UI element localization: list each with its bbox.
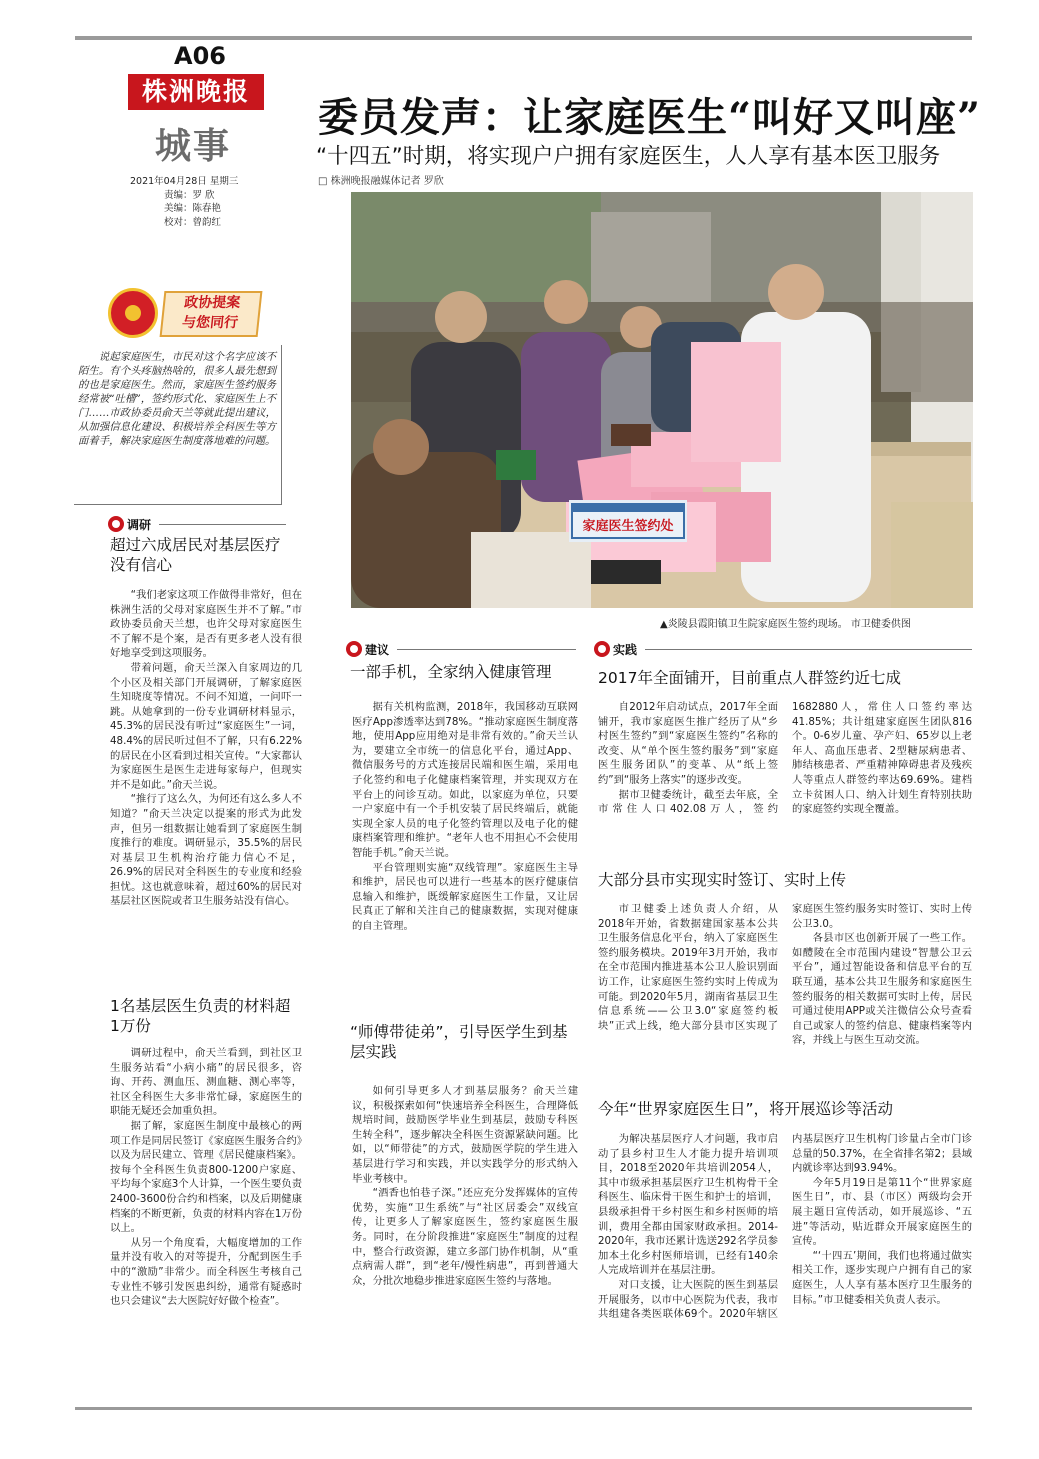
- col2-body-2: [352, 1084, 578, 1288]
- paragraph: 自2012年启动试点，2017年全面铺开，我市家庭医生推广经历了从“乡村医生签约”到“家庭医生签约”名称的改变、从“单个医生签约服务”到“家庭医生服务团队”的变革、从“纸上签约”到“服务上落实”的逐步改变。: [598, 701, 778, 786]
- designer-credit: 美编：陈春艳: [164, 203, 222, 214]
- col2-heading-2: “师傅带徒弟”，引导医学生到基层实践: [350, 1023, 568, 1061]
- col3-body-3: [598, 1132, 972, 1402]
- col2-heading-1: 一部手机，全家纳入健康管理: [350, 663, 552, 681]
- byline: □ 株洲晚报融媒体记者 罗欣: [318, 176, 444, 187]
- paragraph: 如何引导更多人才到基层服务？俞天兰建议，积极探索如何“快速培养全科医生，合理降低规培时间，鼓励医学毕业生到基层，鼓励专科医生转全科”，逐步解决全科医生资源紧缺问题。比如，以“师带徒”的方式，鼓励医学院的学生进入基层进行学习和实践，并以实践学分的形式纳入毕业考核中。: [352, 1085, 578, 1185]
- paragraph: “我们老家这项工作做得非常好，但在株洲生活的父母对家庭医生并不了解。”市政协委员俞天兰想，也许父母对家庭医生不了解不是个案，是否有更多老人没有很好地享受到这项服务。: [110, 589, 302, 660]
- tag-bullet-icon: [346, 641, 362, 657]
- paragraph: 对口支援，让大医院的医生到基层开展服务，以市中心医院为代表，我市共组建各类医联体69个。2020年辖区内基层医疗卫生机构门诊量占全市门诊总量的50.37%，在全省排名第2；县域内就诊率达到93.94%。: [598, 1133, 972, 1321]
- col1-body-2: [110, 1046, 302, 1309]
- tag-bullet-icon: [108, 516, 124, 532]
- cppcc-badge: [108, 288, 258, 340]
- paragraph: “酒香也怕巷子深。”还应充分发挥媒体的宣传优势，实施“卫生系统”与“社区居委会”双线宣传，让更多人了解家庭医生，签约家庭医生服务。同时，在分阶段推进“家庭医生”制度的过程中，整合行政资源，建立多部门协作机制，从“重点病需人群”，到“老年/慢性病患”，再到普通大众，分批次地稳步推进家庭医生签约与落地。: [352, 1187, 578, 1287]
- paragraph: 为解决基层医疗人才问题，我市启动了县乡村卫生人才能力提升培训项目，2018至2020年共培训2054人，其中市级承担基层医疗卫生机构骨干全科医生、临床骨干医生和护士的培训，县级承担骨干乡村医生和乡村医师的培训，费用全都由国家财政承担。2014-2020年，我市还累计选送292名学员参加本土化乡村医师培训，已经有140余人完成培训并在基层注册。: [598, 1133, 778, 1277]
- cppcc-emblem-icon: [108, 288, 158, 338]
- tag-divider: [397, 649, 576, 650]
- top-rule: [75, 36, 972, 40]
- col1-body-1: [110, 588, 302, 909]
- photo-caption: ▲炎陵县霞阳镇卫生院家庭医生签约现场。 市卫健委供图: [660, 619, 911, 630]
- paragraph: “推行了这么久，为何还有这么多人不知道？”俞天兰决定以提案的形式为此发声，但另一组数据让她看到了家庭医生制度推行的难度。调研显示，35.5%的居民对基层卫生机构治疗能力信心不足，26.9%的居民对全科医生的专业度和经验担忧。这也就意味着，超过60%的居民对基层社区医院或者卫生服务站没有信心。: [110, 793, 302, 908]
- tag-label: 调研: [127, 517, 152, 532]
- photo-illustration: [351, 192, 973, 608]
- tag-label: 建议: [365, 642, 390, 657]
- paragraph: 今年5月19日是第11个“世界家庭医生日”，市、县（市区）两级均会开展主题日宣传活动，如开展巡诊、“五进”等活动，贴近群众开展家庭医生的宣传。: [792, 1176, 972, 1248]
- photo-banner-text: 家庭医生签约处: [582, 519, 674, 534]
- tag-bullet-icon: [594, 641, 610, 657]
- paragraph: 从另一个角度看，大幅度增加的工作量并没有收入的对等提升，分配到医生手中的“激励”非常少。而全科医生考核自己专业性不够引发医患纠纷，通常有疑惑时也只会建议“去大医院好好做个检查”。: [110, 1236, 302, 1308]
- section-tag-suggestion: [346, 640, 576, 658]
- paragraph: “‘十四五’期间，我们也将通过做实相关工作，逐步实现户户拥有自己的家庭医生，人人享有基本医疗卫生服务的目标。”市卫健委相关负责人表示。: [792, 1249, 972, 1306]
- paragraph: 各县市区也创新开展了一些工作。如醴陵在全市范围内建设“智慧公卫云平台”，通过智能设备和信息平台的互联互通，基本公共卫生服务和家庭医生签约服务的相关数据可实时上传，居民可通过使用APP或关注微信公众号查看自己或家人的签约信息、健康档案等内容，并线上与医生互动交流。: [792, 932, 972, 1047]
- col3-body-2: [598, 902, 972, 1087]
- bottom-rule: [75, 1407, 972, 1410]
- col3-body-1: [598, 700, 972, 860]
- col1-heading-1: 超过六成居民对基层医疗没有信心: [110, 536, 281, 574]
- paragraph: 市卫健委上述负责人介绍，从2018年开始，省数据建国家基本公共卫生服务信息化平台，纳入了家庭医生签约服务模块。2019年3月开始，我市在全市范围内推进基本公卫人脸识别面访工作，让家庭医生签约实时上传成为可能。到2020年5月，湖南省基层卫生信息系统——公卫3.0“家庭签约板块”正式上线，绝大部分县市区实现了家庭医生签约服务实时签订、实时上传公卫3.0。: [598, 903, 972, 1032]
- paragraph: 据市卫健委统计，截至去年底，全市常住人口402.08万人，签约1682880人，常住人口签约率达41.85%；共计组建家庭医生团队816个。0-6岁儿童、孕产妇、65岁以上老年人、高血压患者、2型糖尿病患者、肺结核患者、严重精神障碍患者及残疾人等重点人群签约率达69.69%。建档立卡贫困人口、纳入计划生育特别扶助的家庭签约实现全覆盖。: [598, 701, 972, 816]
- editor-credit: 责编：罗 欣: [164, 189, 215, 201]
- col3-heading-2: 大部分县市实现实时签订、实时上传: [598, 871, 847, 889]
- headline: 委员发声：让家庭医生“叫好又叫座”: [318, 94, 982, 141]
- subheadline: “十四五”时期，将实现户户拥有家庭医生，人人享有基本医卫服务: [316, 144, 941, 169]
- tag-divider: [645, 649, 972, 650]
- col3-heading-1: 2017年全面铺开，目前重点人群签约近七成: [598, 669, 901, 687]
- paragraph: 据有关机构监测，2018年，我国移动互联网医疗App渗透率达到78%。“推动家庭医生制度落地，使用App应用绝对是非常有效的。”俞天兰认为，要建立全市统一的信息化平台，通过App、微信服务号的方式连接居民端和医生端，采用电子化签约和电子化健康档案管理，并实现双方在平台上的问诊互动。如此，以家庭为单位，只要一户家庭中有一个手机安装了居民终端后，就能实现全家人员的电子化签约管理以及电子化的健康档案管理和维护。“老年人也不用担心不会使用智能手机。”俞天兰说。: [352, 701, 578, 859]
- paragraph: 平台管理则实施“双线管理”。家庭医生主导和维护，居民也可以进行一些基本的医疗健康信息输入和维护，既缓解家庭医生工作量，又让居民真正了解和关注自己的健康数据，实现对健康的自主管理。: [352, 861, 578, 932]
- col1-heading-2: 1名基层医生负责的材料超1万份: [110, 997, 291, 1035]
- tag-divider: [159, 524, 286, 525]
- news-photo: [351, 192, 973, 608]
- badge-label: 政协提案 与您同行: [160, 291, 263, 337]
- paragraph: 调研过程中，俞天兰看到，到社区卫生服务站看“小病小痛”的居民很多，咨询、开药、测血压、测血糖、测心率等，社区全科医生大多非常忙碌，家庭医生的职能无疑还会加重负担。: [110, 1047, 302, 1118]
- tag-label: 实践: [613, 642, 638, 657]
- col3-heading-3: 今年“世界家庭医生日”，将开展巡诊等活动: [598, 1100, 894, 1118]
- intro-text: 说起家庭医生，市民对这个名字应该不陌生。有个头疼脑热啥的，很多人最先想到的也是家庭医生。然而，家庭医生签约服务经常被“吐槽”，签约形式化、家庭医生上不门……市政协委员俞天兰等就此提出建议，从加强信息化建设、积极培养全科医生等方面着手，解决家庭医生制度落地难的问题。: [78, 351, 276, 447]
- section-tag-practice: [594, 640, 972, 658]
- masthead-logo: 株洲晚报: [128, 74, 264, 110]
- section-title: 城事: [155, 125, 232, 167]
- editor-info: [130, 175, 280, 229]
- page-number: A06: [174, 42, 226, 70]
- proof-credit: 校对：曾韵红: [164, 216, 222, 228]
- paragraph: 据了解，家庭医生制度中最核心的两项工作是同居民签订《家庭医生服务合约》以及为居民建立、管理《居民健康档案》。按每个全科医生负责800-1200户家庭、平均每个家庭3个人计算，一个医生要负责2400-3600份合约和档案，以及后期健康档案的不断更新，负责的材料内容在1万份以上。: [110, 1119, 302, 1235]
- issue-date: 2021年04月28日 星期三: [130, 176, 239, 187]
- section-tag-research: [108, 515, 286, 533]
- paragraph: 带着问题，俞天兰深入自家周边的几个小区及相关部门开展调研，了解家庭医生知晓度等情况。不问不知道，一问吓一跳。从她拿到的一份专业调研材料显示，45.3%的居民没有听过“家庭医生”一词，48.4%的居民听过但不了解，只有6.22%的居民在小区看到过相关宣传。“大家都认为家庭医生是医生走进每家每户，但现实并不是如此。”俞天兰说。: [110, 661, 302, 791]
- col2-body-1: [352, 700, 578, 934]
